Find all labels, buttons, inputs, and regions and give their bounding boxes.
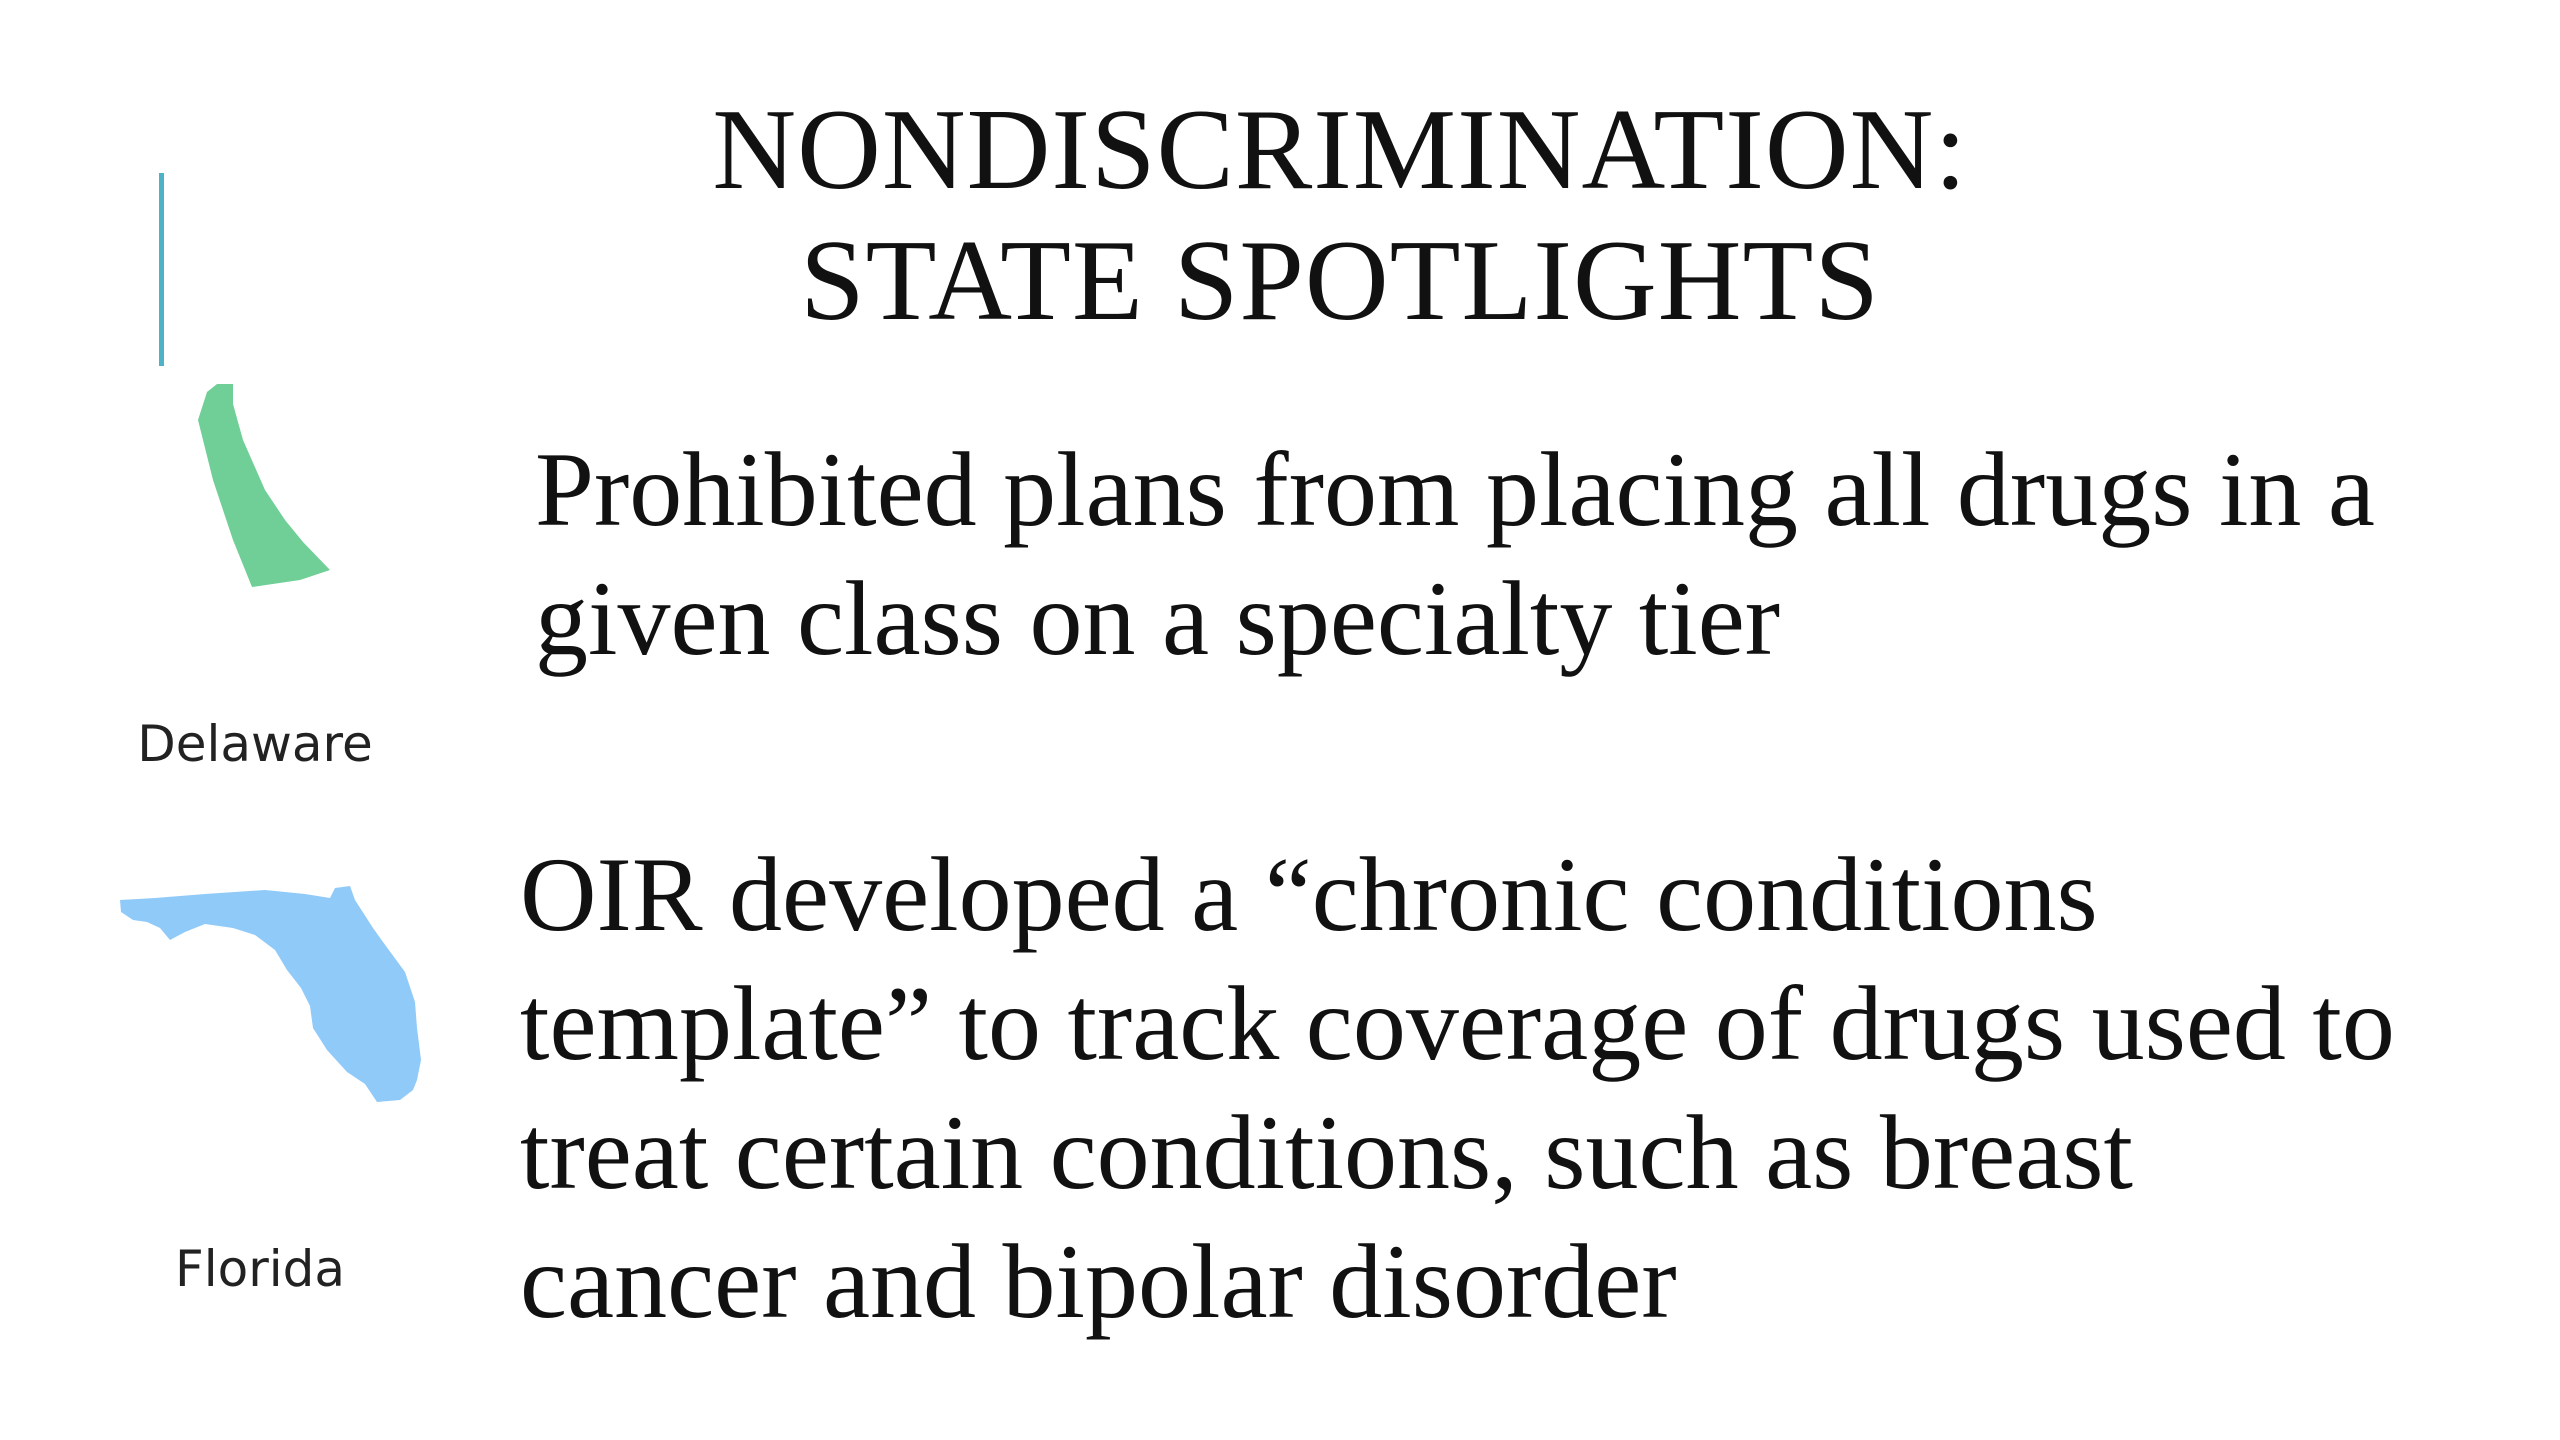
spotlight-text-florida [520,830,2395,1346]
delaware-map-icon [185,380,345,595]
text-line: OIR developed a “chronic conditions [520,836,2098,953]
text-line: template” to track coverage of drugs used to [520,965,2395,1082]
text-line: Prohibited plans from placing all drugs in a [535,431,2375,548]
spotlight-text-delaware [535,425,2375,683]
text-line: treat certain conditions, such as breast [520,1094,2133,1211]
florida-map-icon [115,880,425,1115]
text-line: cancer and bipolar disorder [520,1223,1677,1340]
state-label-delaware: Delaware [137,715,373,773]
title-line-2: STATE SPOTLIGHTS [800,217,1880,345]
accent-line [159,173,164,366]
state-label-florida: Florida [174,1240,346,1298]
text-line: given class on a specialty tier [535,560,1781,677]
title-line-1: NONDISCRIMINATION: [712,86,1968,214]
page-title [600,85,2080,347]
